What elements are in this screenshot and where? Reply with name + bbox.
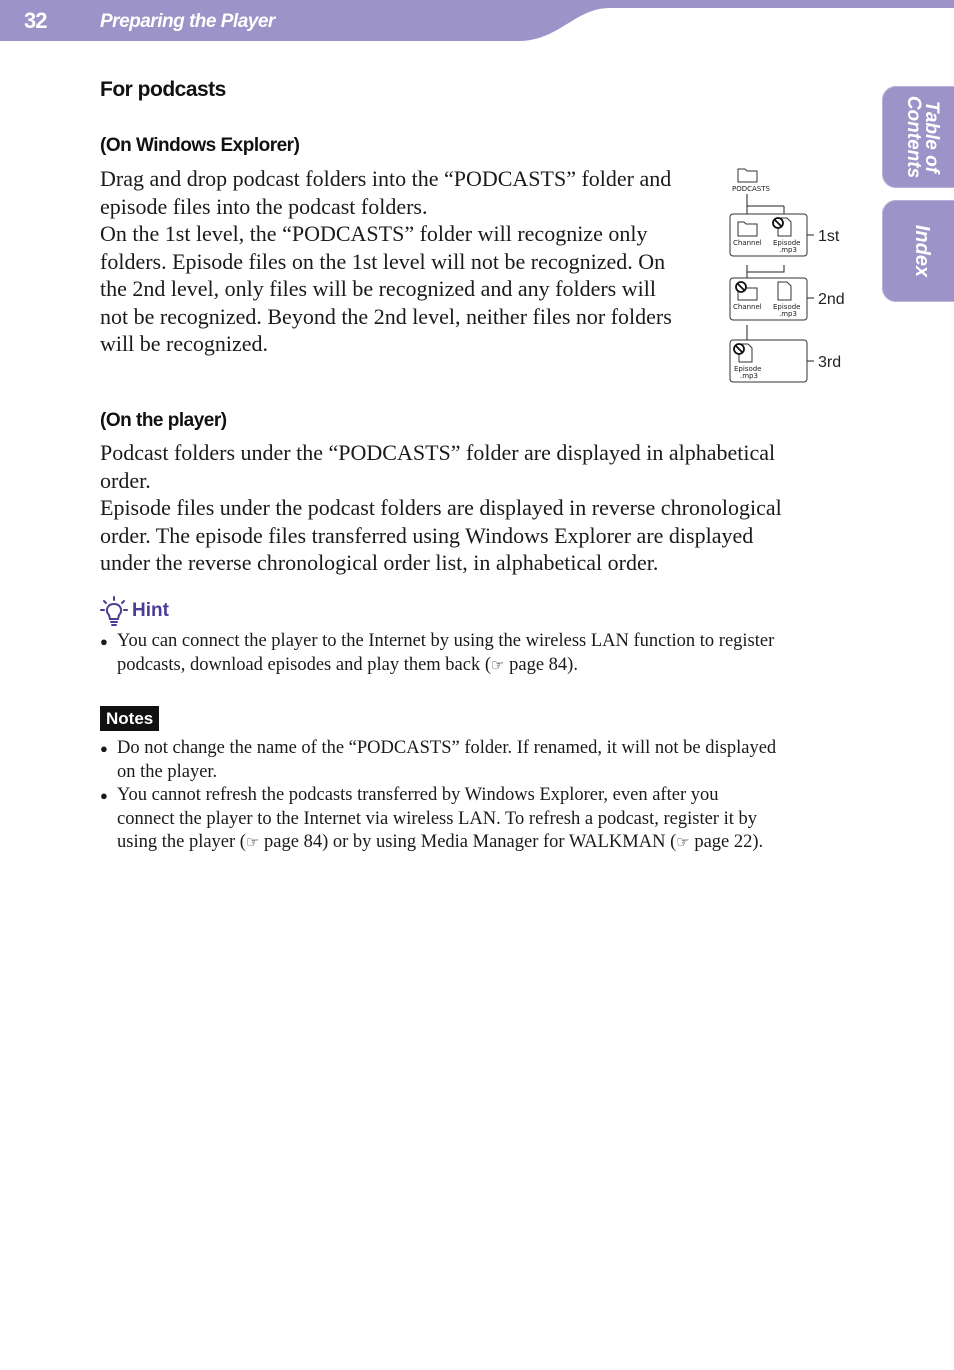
text-line: not be recognized. Beyond the 2nd level, neither files nor folders xyxy=(100,303,672,329)
hint-label: Hint xyxy=(132,600,169,621)
text-line: order. The episode files transferred using Windows Explorer are displayed xyxy=(100,522,754,548)
note-line: ● You cannot refresh the podcasts transferred by Windows Explorer, even after you xyxy=(117,785,719,805)
hint-list xyxy=(100,630,850,677)
hint-text: podcasts, download episodes and play them back ( xyxy=(117,654,492,675)
tab-table-of-contents-label: Table of Contents xyxy=(903,95,942,179)
level-1-channel-label: Channel xyxy=(733,239,762,247)
player-paragraph xyxy=(100,439,782,577)
level-label-2nd: 2nd xyxy=(818,291,845,308)
note-page-link[interactable]: page 84) or by using Media Manager for WALKMAN ( xyxy=(259,832,677,852)
text-line: Podcast folders under the “PODCASTS” folder are displayed in alphabetical xyxy=(100,440,776,465)
level-2-channel-label: Channel xyxy=(733,303,762,311)
note-line xyxy=(117,831,850,855)
page-number: 32 xyxy=(24,8,47,33)
text-line: under the reverse chronological order list, in alphabetical order. xyxy=(100,550,659,575)
notes-list xyxy=(100,737,850,855)
page-reference-icon: ☞ xyxy=(491,655,505,674)
list-item xyxy=(100,784,850,855)
note-text: using the player ( xyxy=(117,832,246,852)
hint-line xyxy=(117,654,850,678)
section-title[interactable]: Preparing the Player xyxy=(100,11,275,32)
level-label-3rd: 3rd xyxy=(818,354,842,371)
tab-index-label: Index xyxy=(911,224,933,278)
list-item xyxy=(100,630,850,677)
tab-index[interactable] xyxy=(882,200,954,302)
level-1-episode-ext: .mp3 xyxy=(779,246,797,254)
level-1-episode-label: Episode xyxy=(773,239,801,247)
level-3-episode-label: Episode xyxy=(734,365,762,373)
text-line: On the 1st level, the “PODCASTS” folder will recognize only xyxy=(100,221,648,246)
podcasts-root-folder-icon xyxy=(738,169,757,182)
lightbulb-icon xyxy=(100,596,128,626)
page-reference-icon: ☞ xyxy=(245,833,260,851)
page-reference-icon: ☞ xyxy=(676,833,690,851)
text-line: folders. Episode files on the 1st level will not be recognized. On xyxy=(100,248,666,274)
note-line: on the player. xyxy=(117,761,218,782)
level-3-episode-ext: .mp3 xyxy=(740,372,758,380)
windows-explorer-paragraph xyxy=(100,165,672,358)
note-line: ● Do not change the name of the “PODCASTS” folder. If renamed, it will not be displayed xyxy=(117,738,777,758)
level-label-1st: 1st xyxy=(818,228,840,245)
hint-page-link[interactable]: page 84). xyxy=(504,654,578,675)
notes-badge: Notes xyxy=(100,706,159,731)
level-2-episode-ext: .mp3 xyxy=(779,310,797,318)
text-line: order. xyxy=(100,467,151,493)
diagram-root-label: PODCASTS xyxy=(732,185,770,193)
text-line: episode files into the podcast folders. xyxy=(100,193,428,219)
text-line: Episode files under the podcast folders are displayed in reverse chronological xyxy=(100,495,782,520)
page-heading: For podcasts xyxy=(100,78,226,101)
text-line: will be recognized. xyxy=(100,331,268,356)
player-heading: (On the player) xyxy=(100,410,227,431)
note-page-link[interactable]: page 22). xyxy=(689,832,764,852)
tab-table-of-contents[interactable] xyxy=(882,86,954,188)
hint-line: ● You can connect the player to the Internet by using the wireless LAN function to register xyxy=(117,631,775,651)
text-line: the 2nd level, only files will be recognized and any folders will xyxy=(100,276,656,301)
note-line: connect the player to the Internet via wireless LAN. To refresh a podcast, register it by xyxy=(117,808,757,829)
list-item xyxy=(100,737,850,784)
windows-explorer-heading: (On Windows Explorer) xyxy=(100,135,300,156)
level-2-episode-label: Episode xyxy=(773,303,801,311)
text-line: Drag and drop podcast folders into the “PODCASTS” folder and xyxy=(100,166,672,191)
hint-header xyxy=(100,596,169,626)
podcast-folder-diagram xyxy=(726,162,856,388)
